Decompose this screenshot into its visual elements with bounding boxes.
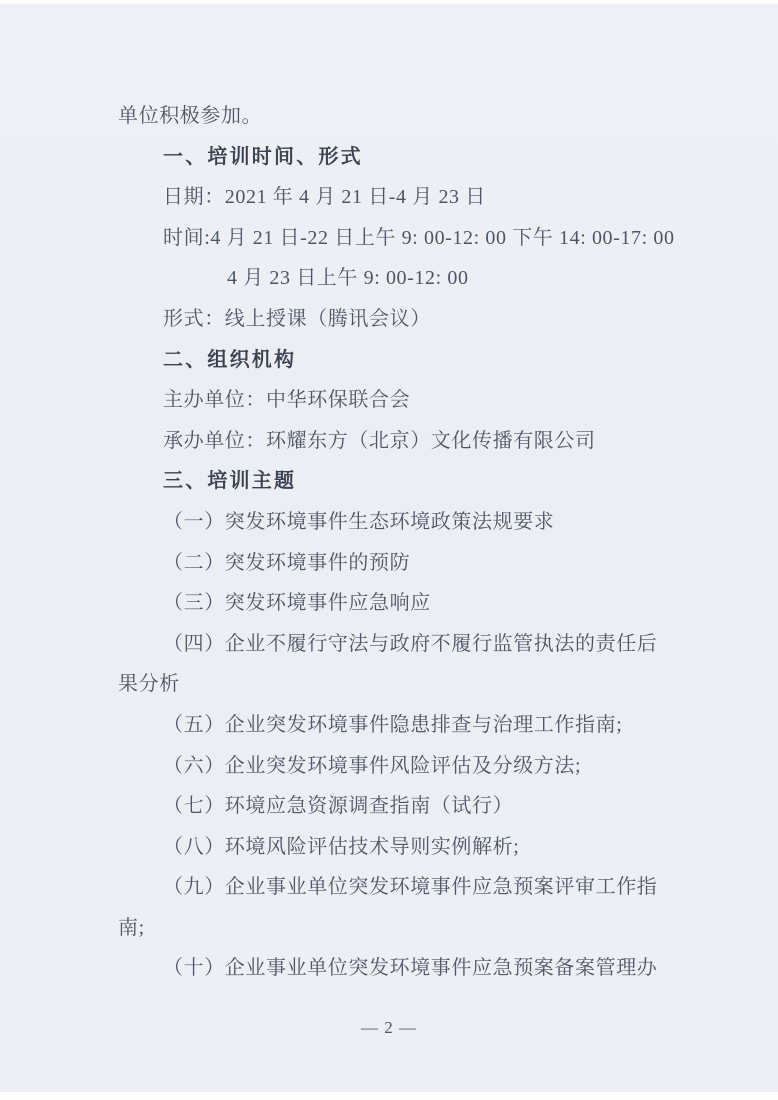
doc-line-topic-10: （十）企业事业单位突发环境事件应急预案备案管理办 xyxy=(163,957,658,980)
doc-line-topic-4: （四）企业不履行守法与政府不履行监管执法的责任后 xyxy=(163,632,658,655)
doc-line-topic-8: （八）环境风险评估技术导则实例解析; xyxy=(163,835,520,858)
doc-line-topic-2: （二）突发环境事件的预防 xyxy=(163,551,411,574)
doc-line-topic-7: （七）环境应急资源调查指南（试行） xyxy=(163,795,514,818)
doc-line-time-continued: 4 月 23 日上午 9: 00-12: 00 xyxy=(227,267,469,290)
document-body xyxy=(118,96,690,989)
doc-line-format: 形式：线上授课（腾讯会议） xyxy=(163,307,431,330)
doc-line-topic-3: （三）突发环境事件应急响应 xyxy=(163,592,431,615)
doc-line-topic-9-cont: 南; xyxy=(118,916,145,939)
page-number: — 2 — xyxy=(361,1018,417,1037)
doc-line-date: 日期：2021 年 4 月 21 日-4 月 23 日 xyxy=(163,186,486,209)
section-heading-3: 三、培训主题 xyxy=(163,470,297,493)
doc-line-organizer-unit: 承办单位：环耀东方（北京）文化传播有限公司 xyxy=(163,429,596,452)
doc-line-topic-1: （一）突发环境事件生态环境政策法规要求 xyxy=(163,510,555,533)
doc-line-topic-9: （九）企业事业单位突发环境事件应急预案评审工作指 xyxy=(163,876,658,899)
section-heading-1: 一、培训时间、形式 xyxy=(163,145,363,168)
doc-line-topic-6: （六）企业突发环境事件风险评估及分级方法; xyxy=(163,754,582,777)
doc-line-topic-5: （五）企业突发环境事件隐患排查与治理工作指南; xyxy=(163,713,623,736)
doc-line-continuation: 单位积极参加。 xyxy=(118,105,263,127)
section-heading-2: 二、组织机构 xyxy=(163,348,297,371)
doc-line-topic-4-cont: 果分析 xyxy=(118,673,180,696)
doc-line-host-unit: 主办单位：中华环保联合会 xyxy=(163,389,411,412)
doc-line-time: 时间:4 月 21 日-22 日上午 9: 00-12: 00 下午 14: 00-17: 00 xyxy=(163,226,675,249)
